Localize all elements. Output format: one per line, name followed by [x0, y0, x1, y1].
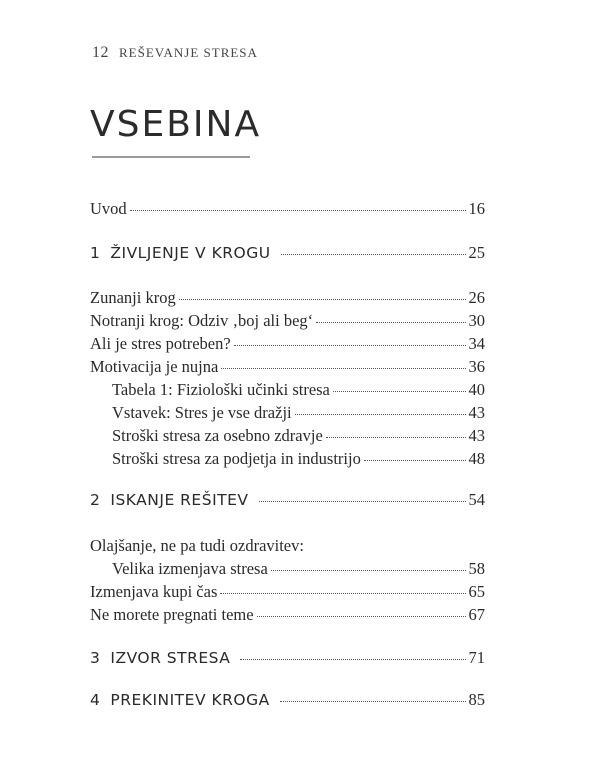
- toc-entry-vstavek[interactable]: Vstavek: Stres je vse dražji 43: [112, 403, 485, 422]
- toc-entry-motivacija[interactable]: Motivacija je nujna 36: [90, 357, 485, 376]
- toc-chapter-2[interactable]: 2 ISKANJE REŠITEV 54: [90, 490, 485, 509]
- page-title: VSEBINA: [90, 104, 262, 145]
- toc-entry-uvod[interactable]: Uvod 16: [90, 199, 485, 218]
- toc-chapter-3[interactable]: 3 IZVOR STRESA 71: [90, 648, 485, 667]
- toc-entry-ali-je-stres[interactable]: Ali je stres potreben? 34: [90, 334, 485, 353]
- toc-entry-izmenjava-kupi-cas[interactable]: Izmenjava kupi čas 65: [90, 582, 485, 601]
- toc-entry-zunanji-krog[interactable]: Zunanji krog 26: [90, 288, 485, 307]
- page-number: 12: [92, 44, 109, 61]
- toc-entry-stroski-zdravje[interactable]: Stroški stresa za osebno zdravje 43: [112, 426, 485, 445]
- toc-entry-velika-izmenjava[interactable]: Velika izmenjava stresa 58: [112, 559, 485, 578]
- toc-entry-olajsanje[interactable]: Olajšanje, ne pa tudi ozdravitev:: [90, 536, 304, 555]
- toc-chapter-1[interactable]: 1 ŽIVLJENJE V KROGU 25: [90, 243, 485, 262]
- toc-entry-tabela-1[interactable]: Tabela 1: Fiziološki učinki stresa 40: [112, 380, 485, 399]
- toc-entry-ne-morete-pregnati[interactable]: Ne morete pregnati teme 67: [90, 605, 485, 624]
- toc-chapter-4[interactable]: 4 PREKINITEV KROGA 85: [90, 690, 485, 709]
- toc-entry-stroski-podjetja[interactable]: Stroški stresa za podjetja in industrijo 48: [112, 449, 485, 468]
- book-title: REŠEVANJE STRESA: [119, 45, 258, 60]
- title-rule: [92, 156, 250, 158]
- toc-entry-notranji-krog[interactable]: Notranji krog: Odziv ‚boj ali beg‘ 30: [90, 311, 485, 330]
- running-head: [92, 44, 258, 62]
